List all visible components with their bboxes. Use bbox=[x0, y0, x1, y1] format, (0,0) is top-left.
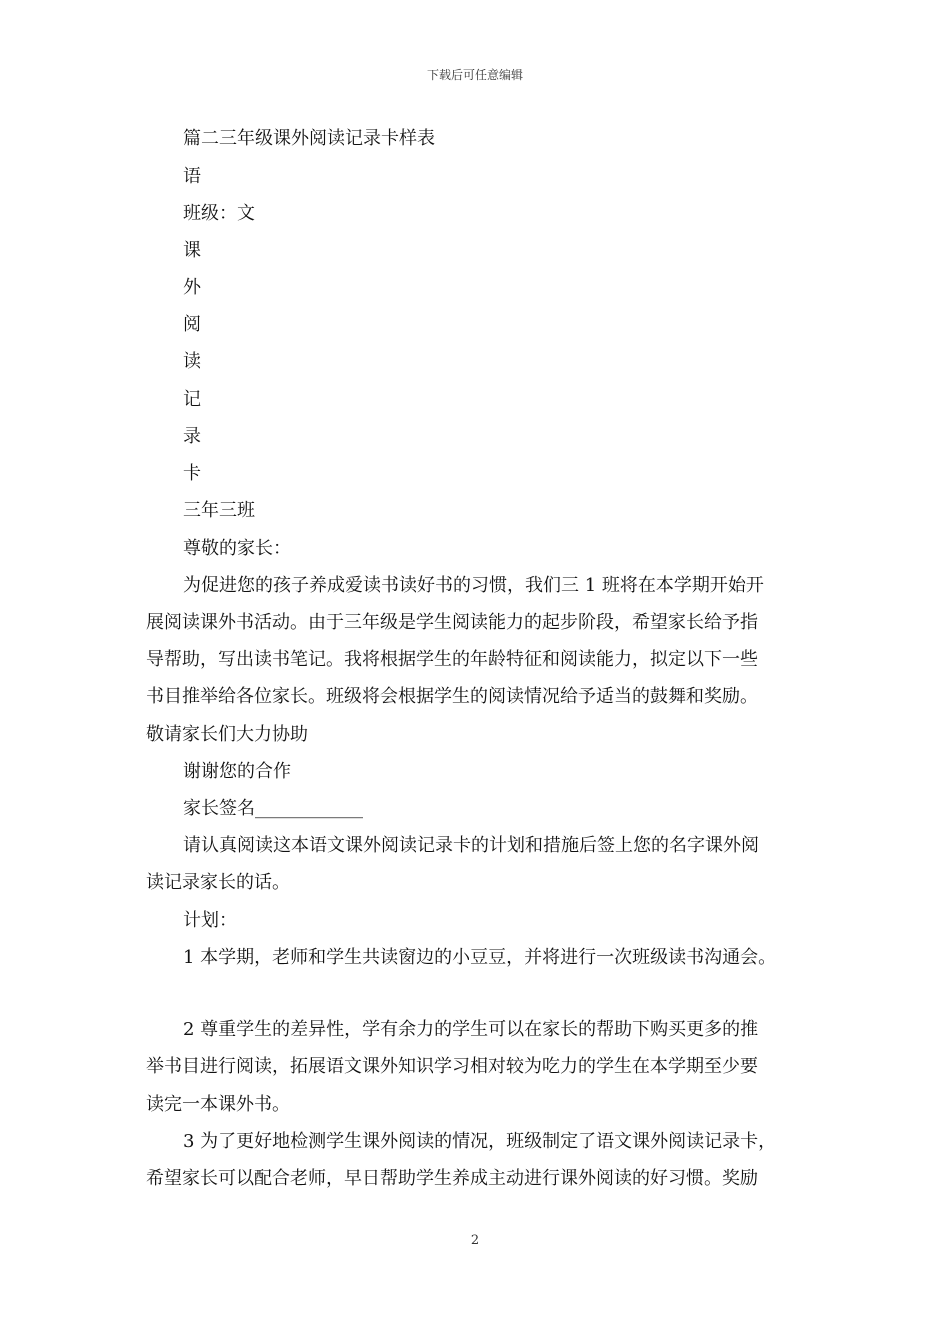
letter-line: 敬请家长们大力协助 bbox=[146, 724, 308, 745]
document-title: 篇二三年级课外阅读记录卡样表 bbox=[183, 128, 435, 149]
letter-line: 为促进您的孩子养成爱读书读好书的习惯，我们三 1 班将在本学期开始开 bbox=[183, 575, 764, 596]
instruction-line: 读记录家长的话。 bbox=[146, 872, 290, 893]
vertical-char: 阅 bbox=[183, 314, 201, 335]
vertical-char: 课 bbox=[183, 240, 201, 261]
plan-label: 计划： bbox=[183, 910, 237, 931]
plan-item-2-line: 举书目进行阅读，拓展语文课外知识学习相对较为吃力的学生在本学期至少要 bbox=[146, 1056, 758, 1077]
plan-item-3-line: 希望家长可以配合老师，早日帮助学生养成主动进行课外阅读的好习惯。奖励 bbox=[146, 1168, 758, 1189]
letter-line: 导帮助，写出读书笔记。我将根据学生的年龄特征和阅读能力，拟定以下一些 bbox=[146, 649, 758, 670]
thanks-text: 谢谢您的合作 bbox=[183, 761, 291, 782]
vertical-char: 语 bbox=[183, 166, 201, 187]
plan-item-2-line: 读完一本课外书。 bbox=[146, 1094, 290, 1115]
instruction-line: 请认真阅读这本语文课外阅读记录卡的计划和措施后签上您的名字课外阅 bbox=[183, 835, 759, 856]
letter-line: 展阅读课外书活动。由于三年级是学生阅读能力的起步阶段，希望家长给予指 bbox=[146, 612, 758, 633]
vertical-char: 卡 bbox=[183, 463, 201, 484]
page-header: 下载后可任意编辑 bbox=[426, 68, 523, 82]
vertical-char: 记 bbox=[183, 389, 201, 410]
plan-item-3-line: 3 为了更好地检测学生课外阅读的情况，班级制定了语文课外阅读记录卡， bbox=[183, 1131, 777, 1152]
greeting: 尊敬的家长： bbox=[183, 538, 291, 559]
vertical-char: 班级：文 bbox=[183, 203, 255, 224]
vertical-char: 读 bbox=[183, 351, 201, 372]
page-number: 2 bbox=[470, 1233, 480, 1248]
letter-line: 书目推举给各位家长。班级将会根据学生的阅读情况给予适当的鼓舞和奖励。 bbox=[146, 686, 758, 707]
vertical-char: 外 bbox=[183, 277, 201, 298]
parent-signature-line: 家长签名____________ bbox=[183, 798, 363, 819]
plan-item-1: 1 本学期，老师和学生共读窗边的小豆豆，并将进行一次班级读书沟通会。 bbox=[183, 947, 777, 968]
vertical-char: 录 bbox=[183, 426, 201, 447]
plan-item-2-line: 2 尊重学生的差异性，学有余力的学生可以在家长的帮助下购买更多的推 bbox=[183, 1019, 759, 1040]
class-name: 三年三班 bbox=[183, 500, 255, 521]
